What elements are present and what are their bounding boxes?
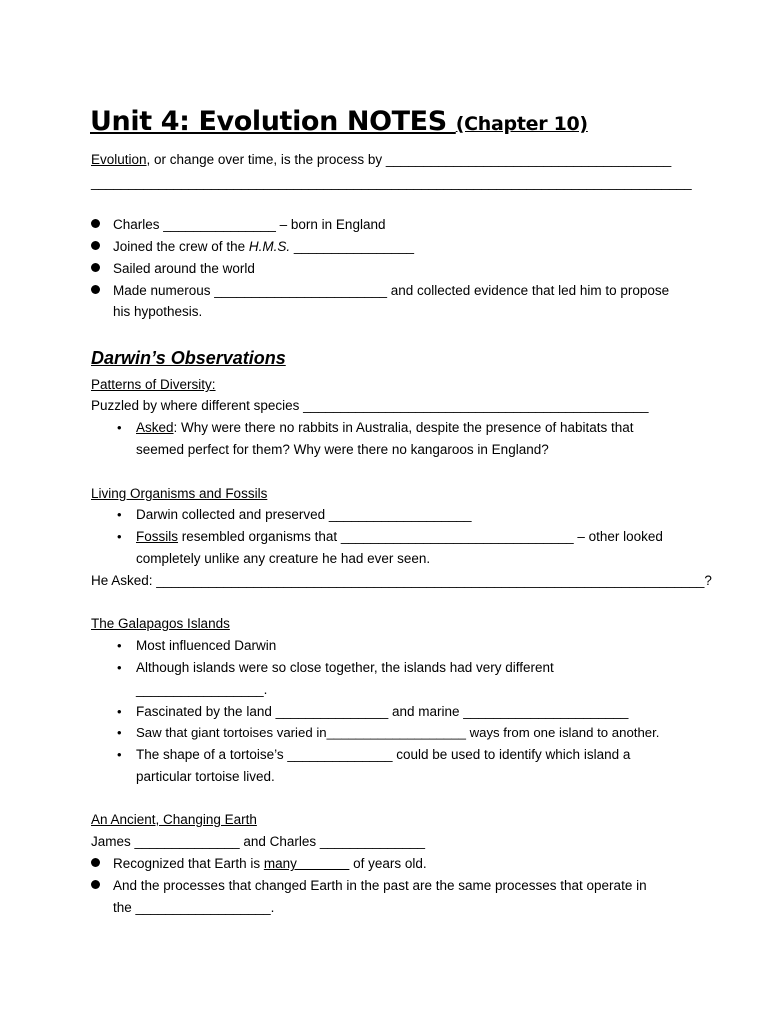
bullet-hms: [113, 238, 414, 256]
bullet-square: •: [117, 507, 122, 522]
bullet-dot: [91, 241, 100, 250]
galapagos-item: Saw that giant tortoises varied in___________________ ways from one island to another.: [136, 725, 660, 740]
intro-blank-line: ________________________________________________________________________________: [91, 175, 692, 190]
asked-line: [136, 419, 634, 437]
asked-label: Asked: [136, 420, 174, 435]
page-title: [90, 106, 588, 137]
intro-line: [91, 151, 671, 169]
fossils-item-2-cont: completely unlike any creature he had ever seen.: [136, 551, 431, 566]
galapagos-item: Most influenced Darwin: [136, 638, 277, 653]
galapagos-item: Fascinated by the land _______________ and marine ______________________: [136, 704, 629, 719]
fossils-item-2: [136, 528, 663, 546]
earth-bullet-2: And the processes that changed Earth in the past are the same processes that operate in: [113, 878, 647, 893]
bullet-dot: [91, 219, 100, 228]
bullet-square: •: [117, 660, 122, 675]
bullet-square: •: [117, 638, 122, 653]
earth-b1-post: of years old.: [349, 856, 427, 871]
galapagos-item-cont: particular tortoise lived.: [136, 769, 275, 784]
bullet-square: •: [117, 747, 122, 762]
fossils-item-2-rest: resembled organisms that _______________________________ – other looked: [178, 529, 663, 544]
bullet-dot: [91, 858, 100, 867]
title-main: Unit 4: Evolution NOTES: [90, 106, 456, 137]
patterns-title: Patterns of Diversity:: [91, 377, 216, 392]
hms-pre: Joined the crew of the: [113, 239, 249, 254]
bullet-dot: [91, 263, 100, 272]
he-asked-line: He Asked: _________________________________________________________________________?: [91, 573, 712, 588]
galapagos-item: The shape of a tortoise’s ______________ could be used to identify which island a: [136, 747, 631, 762]
earth-bullet-2-cont: the __________________.: [113, 900, 275, 915]
bullet-dot: [91, 880, 100, 889]
bullet-square: •: [117, 420, 122, 435]
hms-italic: H.M.S.: [248, 239, 291, 254]
earth-bullet-1: [113, 855, 427, 873]
bullet-dot: [91, 285, 100, 294]
galapagos-title: The Galapagos Islands: [91, 616, 230, 631]
title-chapter: (Chapter 10): [455, 113, 588, 135]
bullet-sailed: Sailed around the world: [113, 261, 255, 276]
asked-text: : Why were there no rabbits in Australia, despite the presence of habitats that: [173, 420, 634, 435]
section-darwins-observations: Darwin’s Observations: [91, 348, 286, 368]
bullet-charles: Charles _______________ – born in England: [113, 217, 386, 232]
bullet-square: •: [117, 725, 122, 740]
earth-names-line: James ______________ and Charles ______________: [91, 834, 426, 849]
bullet-numerous-cont: his hypothesis.: [113, 304, 203, 319]
galapagos-item: Although islands were so close together, the islands had very different: [136, 660, 554, 675]
earth-b1-pre: Recognized that Earth is: [113, 856, 264, 871]
hms-blank: ________________: [290, 239, 414, 254]
asked-line-cont: seemed perfect for them? Why were there no kangaroos in England?: [136, 442, 549, 457]
evolution-term: Evolution: [91, 152, 147, 167]
fossils-title: Living Organisms and Fossils: [91, 486, 268, 501]
earth-b1-many: many: [263, 856, 350, 871]
fossils-term: Fossils: [136, 529, 179, 544]
bullet-square: •: [117, 529, 122, 544]
fossils-item-1: Darwin collected and preserved ___________________: [136, 507, 472, 522]
earth-title: An Ancient, Changing Earth: [91, 812, 257, 827]
bullet-numerous: Made numerous _______________________ and collected evidence that led him to propose: [113, 283, 670, 298]
patterns-line: Puzzled by where different species ______________________________________________: [91, 398, 649, 413]
intro-rest: , or change over time, is the process by ______________________________________: [146, 152, 672, 167]
galapagos-item-cont: _________________.: [136, 682, 268, 697]
bullet-square: •: [117, 704, 122, 719]
